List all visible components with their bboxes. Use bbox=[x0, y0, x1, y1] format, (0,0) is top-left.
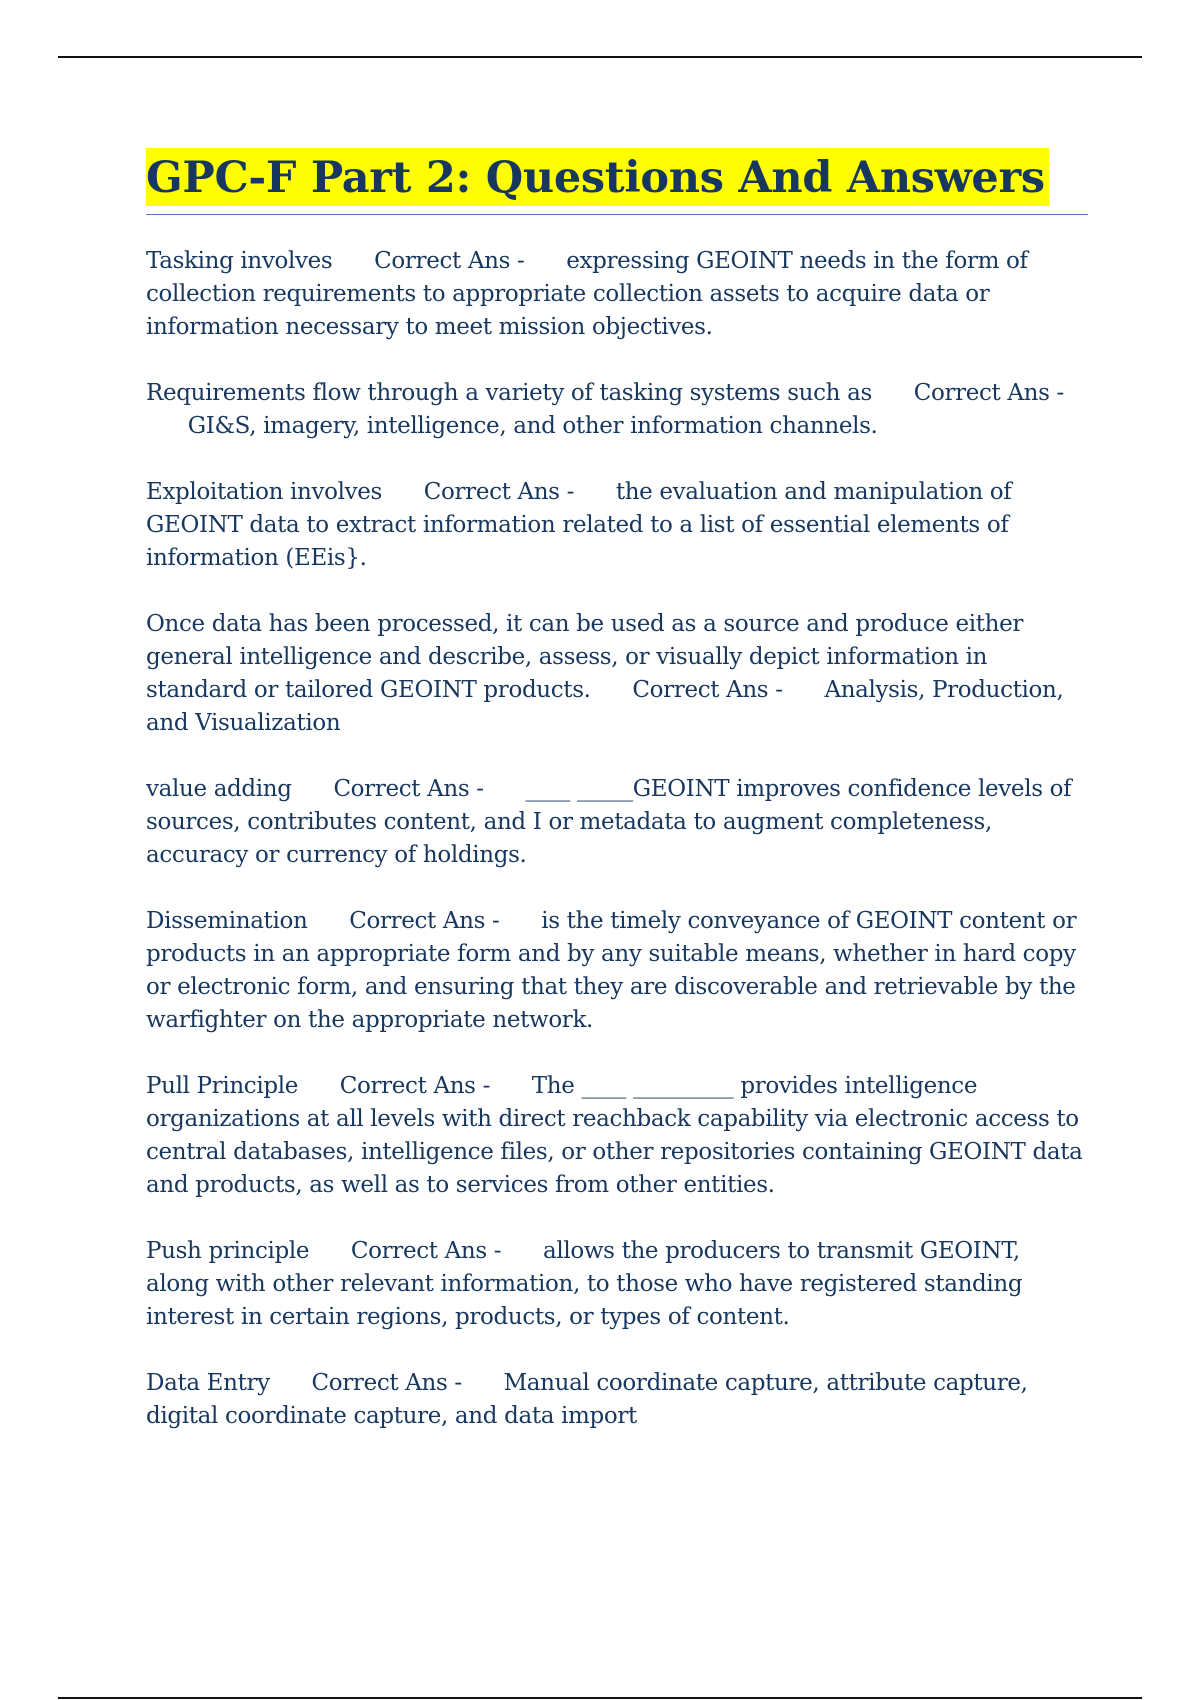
document-body bbox=[146, 148, 1088, 1466]
document-title: GPC-F Part 2: Questions And Answers bbox=[146, 148, 1049, 206]
answer-text: The ____ _________ provides intelligence organizations at all levels with direct reachback capability via electronic access to central databases, intelligence files, or other repositories containing GEOINT data and products, as well as to services from other entities. bbox=[146, 1073, 1083, 1198]
correct-ans-label: Correct Ans - bbox=[311, 1370, 462, 1396]
qa-item bbox=[146, 1070, 1088, 1202]
question-text: Requirements flow through a variety of tasking systems such as bbox=[146, 380, 872, 406]
question-text: Push principle bbox=[146, 1238, 310, 1264]
qa-item bbox=[146, 773, 1088, 872]
question-text: Once data has been processed, it can be used as a source and produce either general intelligence and describe, assess, or visually depict information in standard or tailored GEOINT products. bbox=[146, 611, 1023, 703]
page-bottom-rule bbox=[58, 1697, 1142, 1699]
question-text: Dissemination bbox=[146, 908, 308, 934]
correct-ans-label: Correct Ans - bbox=[339, 1073, 491, 1099]
correct-ans-label: Correct Ans - bbox=[374, 248, 525, 274]
answer-text: Manual coordinate capture, attribute capture, digital coordinate capture, and data import bbox=[146, 1370, 1028, 1429]
correct-ans-label: Correct Ans - bbox=[349, 908, 500, 934]
qa-item bbox=[146, 905, 1088, 1037]
answer-text: expressing GEOINT needs in the form of collection requirements to appropriate collection assets to acquire data or information necessary to meet mission objectives. bbox=[146, 248, 1028, 340]
question-text: Data Entry bbox=[146, 1370, 270, 1396]
question-text: Exploitation involves bbox=[146, 479, 382, 505]
answer-text: allows the producers to transmit GEOINT, along with other relevant information, to those who have registered standing interest in certain regions, products, or types of content. bbox=[146, 1238, 1023, 1330]
correct-ans-label: Correct Ans - bbox=[350, 1238, 502, 1264]
qa-item bbox=[146, 476, 1088, 575]
qa-item bbox=[146, 377, 1088, 443]
answer-text: Analysis, Production, and Visualization bbox=[146, 677, 1064, 736]
qa-item bbox=[146, 608, 1088, 740]
title-underline bbox=[146, 214, 1088, 215]
qa-list bbox=[146, 245, 1088, 1433]
correct-ans-label: Correct Ans - bbox=[632, 677, 783, 703]
answer-text: is the timely conveyance of GEOINT content or products in an appropriate form and by any suitable means, whether in hard copy or electronic form, and ensuring that they are discoverable and retrievable by the warfighter on the appropriate network. bbox=[146, 908, 1077, 1033]
correct-ans-label: Correct Ans - bbox=[333, 776, 484, 802]
question-text: Tasking involves bbox=[146, 248, 333, 274]
correct-ans-label: Correct Ans - bbox=[913, 380, 1064, 406]
answer-text: the evaluation and manipulation of GEOINT data to extract information related to a list of essential elements of information (EEis}. bbox=[146, 479, 1012, 571]
qa-item bbox=[146, 1235, 1088, 1334]
question-text: Pull Principle bbox=[146, 1073, 298, 1099]
answer-text: ____ _____GEOINT improves confidence levels of sources, contributes content, and I or metadata to augment completeness, accuracy or currency of holdings. bbox=[146, 776, 1072, 868]
page-top-rule bbox=[58, 56, 1142, 58]
question-text: value adding bbox=[146, 776, 292, 802]
answer-text: GI&S, imagery, intelligence, and other information channels. bbox=[187, 413, 878, 439]
correct-ans-label: Correct Ans - bbox=[423, 479, 575, 505]
qa-item bbox=[146, 1367, 1088, 1433]
qa-item bbox=[146, 245, 1088, 344]
